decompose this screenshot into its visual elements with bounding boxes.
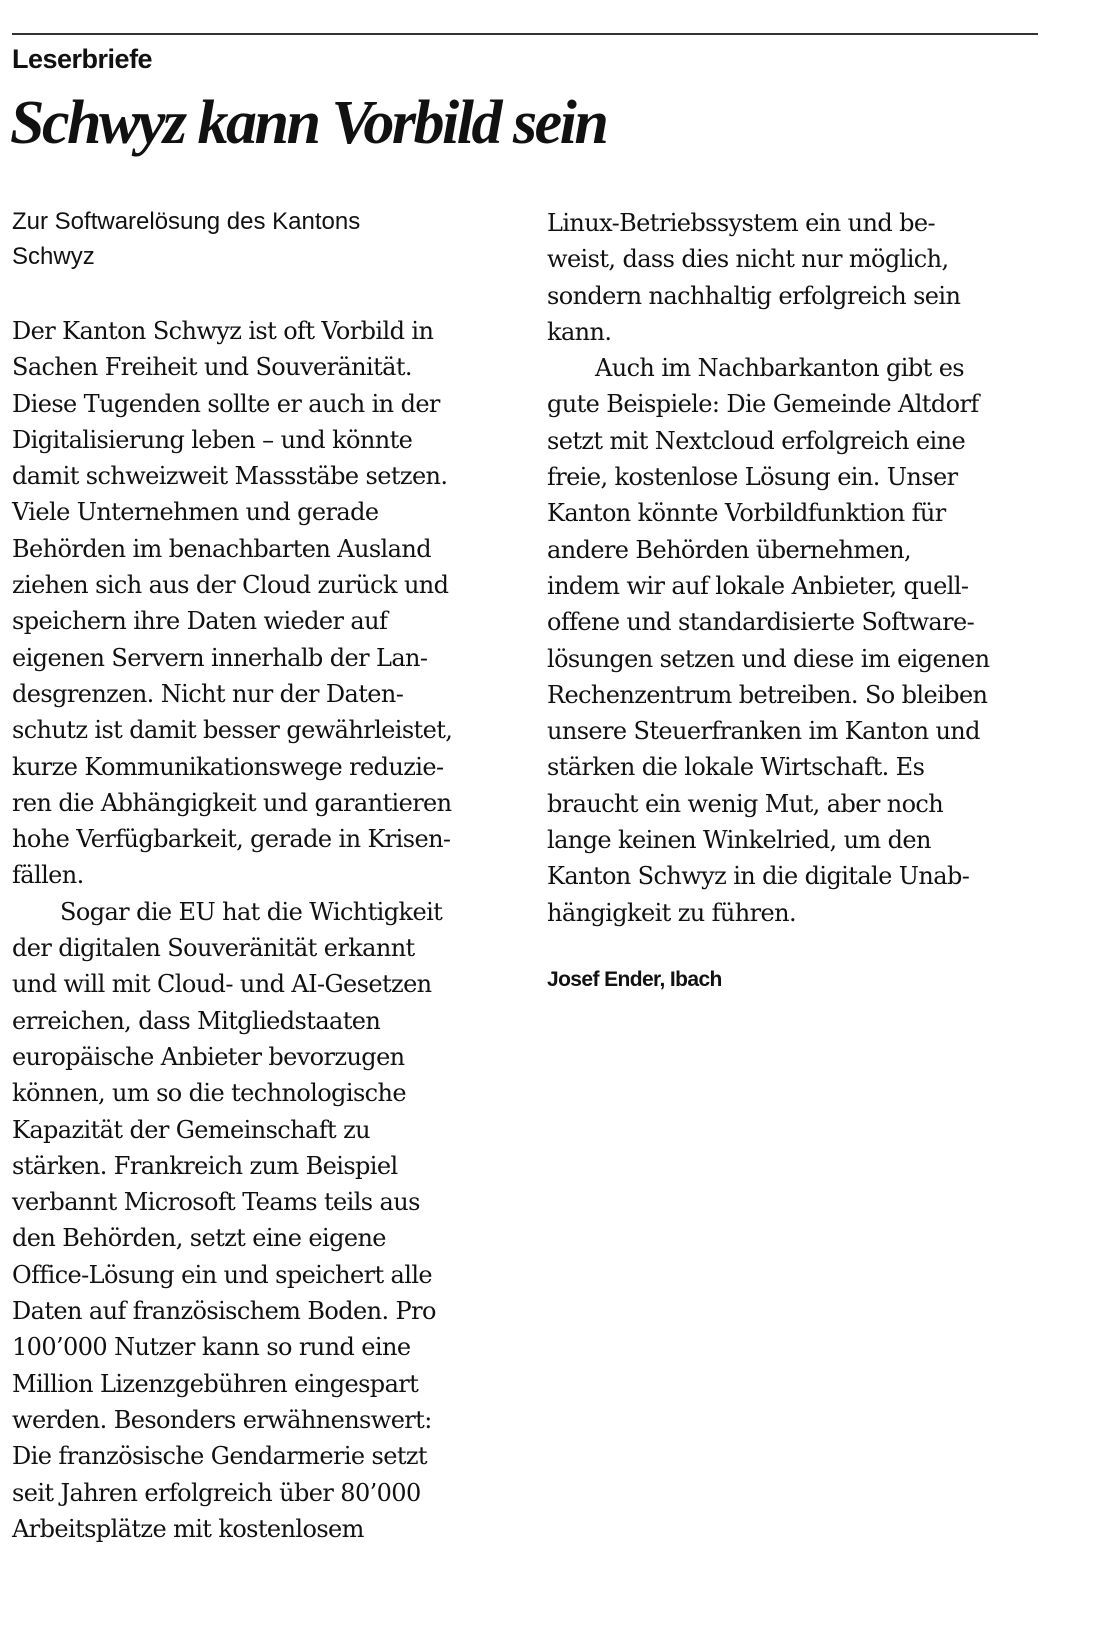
text-line: schutz ist damit besser gewährleistet, — [12, 716, 453, 745]
top-rule — [12, 33, 1038, 35]
text-line: verbannt Microsoft Teams teils aus — [12, 1188, 420, 1217]
paragraph-start-line: Sogar die EU hat die Wichtigkeit — [60, 897, 443, 926]
text-line: können, um so die technologische — [12, 1079, 406, 1108]
text-line: Office-Lösung ein und speichert alle — [12, 1260, 433, 1289]
text-line: Diese Tugenden sollte er auch in der — [12, 389, 440, 418]
text-line: sondern nachhaltig erfolgreich sein — [547, 281, 961, 310]
text-line: setzt mit Nextcloud erfolgreich eine — [547, 426, 966, 455]
text-line: hängigkeit zu führen. — [547, 898, 797, 927]
text-line: Digitalisierung leben – und könnte — [12, 425, 413, 454]
text-line: desgrenzen. Nicht nur der Daten- — [12, 679, 404, 708]
author-signature: Josef Ender, Ibach — [547, 968, 722, 991]
text-line: gute Beispiele: Die Gemeinde Altdorf — [547, 390, 979, 419]
text-line: den Behörden, setzt eine eigene — [12, 1224, 386, 1253]
subtitle-line: Schwyz — [12, 243, 95, 270]
text-line: ren die Abhängigkeit und garantieren — [12, 788, 452, 817]
text-line: Rechenzentrum betreiben. So bleiben — [547, 680, 988, 709]
headline: Schwyz kann Vorbild sein — [10, 89, 607, 157]
text-line: offene und standardisierte Software- — [547, 608, 975, 637]
text-line: Daten auf französischem Boden. Pro — [12, 1297, 436, 1326]
text-line: eigenen Servern innerhalb der Lan- — [12, 643, 428, 672]
text-line: Kanton könnte Vorbildfunktion für — [547, 499, 946, 528]
text-line: kurze Kommunikationswege reduzie- — [12, 752, 444, 781]
text-line: unsere Steuerfranken im Kanton und — [547, 717, 980, 746]
text-line: freie, kostenlose Lösung ein. Unser — [547, 463, 958, 492]
body-column-left — [12, 313, 522, 1547]
text-line: lange keinen Winkelried, um den — [547, 826, 931, 855]
text-line: der digitalen Souveränität erkannt — [12, 934, 415, 963]
subtitle-line: Zur Softwarelösung des Kantons — [12, 208, 361, 235]
text-line: indem wir auf lokale Anbieter, quell- — [547, 571, 969, 600]
text-line: 100’000 Nutzer kann so rund eine — [12, 1333, 411, 1362]
text-line: Die französische Gendarmerie setzt — [12, 1442, 427, 1471]
text-line: seit Jahren erfolgreich über 80’000 — [12, 1478, 421, 1507]
text-line: andere Behörden übernehmen, — [547, 535, 911, 564]
text-line: Arbeitsplätze mit kostenlosem — [12, 1514, 364, 1543]
text-line: kann. — [547, 317, 612, 346]
text-line: stärken die lokale Wirtschaft. Es — [547, 753, 925, 782]
text-line: Sachen Freiheit und Souveränität. — [12, 353, 412, 382]
text-line: erreichen, dass Mitgliedstaaten — [12, 1006, 381, 1035]
text-line: Linux-Betriebssystem ein und be- — [547, 209, 936, 237]
text-line: fällen. — [12, 861, 84, 890]
text-line: Million Lizenzgebühren eingespart — [12, 1369, 419, 1398]
subtitle — [12, 204, 492, 274]
text-line: hohe Verfügbarkeit, gerade in Krisen- — [12, 825, 451, 854]
section-label: Leserbriefe — [12, 44, 153, 74]
text-line: Der Kanton Schwyz ist oft Vorbild in — [12, 317, 434, 345]
text-line: ziehen sich aus der Cloud zurück und — [12, 571, 449, 600]
text-line: und will mit Cloud- und AI-Gesetzen — [12, 970, 432, 999]
text-line: europäische Anbieter bevorzugen — [12, 1042, 405, 1071]
text-line: stärken. Frankreich zum Beispiel — [12, 1151, 398, 1180]
text-line: damit schweizweit Massstäbe setzen. — [12, 462, 448, 491]
text-line: braucht ein wenig Mut, aber noch — [547, 789, 944, 818]
text-line: Behörden im benachbarten Ausland — [12, 534, 431, 563]
text-line: lösungen setzen und diese im eigenen — [547, 644, 990, 673]
text-line: Kapazität der Gemeinschaft zu — [12, 1115, 370, 1144]
text-line: werden. Besonders erwähnenswert: — [12, 1405, 432, 1434]
text-line: Kanton Schwyz in die digitale Unab- — [547, 862, 970, 891]
paragraph-start-line: Auch im Nachbarkanton gibt es — [595, 354, 965, 383]
body-column-right — [547, 205, 1057, 931]
text-line: Viele Unternehmen und gerade — [12, 498, 379, 527]
text-line: speichern ihre Daten wieder auf — [12, 607, 388, 636]
text-line: weist, dass dies nicht nur möglich, — [547, 245, 949, 274]
